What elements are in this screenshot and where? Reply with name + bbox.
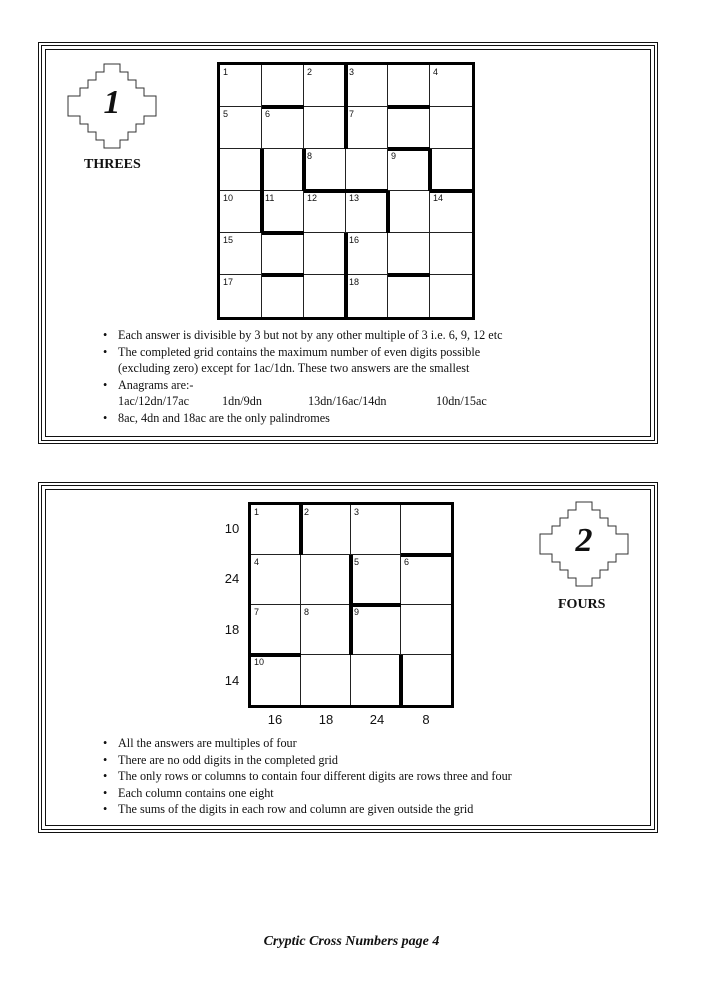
thick-bar <box>399 655 403 705</box>
grid-cell <box>388 233 430 275</box>
grid-cell <box>401 505 451 555</box>
row-sum: 18 <box>224 622 240 637</box>
page-footer: Cryptic Cross Numbers page 4 <box>263 934 440 949</box>
grid-cell <box>262 233 304 275</box>
clue-number: 9 <box>391 151 397 161</box>
clue-number: 8 <box>307 151 313 161</box>
grid-cell <box>388 275 430 317</box>
thick-bar <box>430 189 472 193</box>
grid-cell <box>346 149 388 191</box>
clue-number: 9 <box>354 607 360 617</box>
row-sum: 14 <box>224 673 240 688</box>
puzzle-2-badge <box>538 500 630 588</box>
grid-cell <box>262 149 304 191</box>
puzzle-2-rules <box>100 735 640 818</box>
grid-cell <box>220 149 262 191</box>
thick-bar <box>344 233 348 317</box>
thick-bar <box>260 149 264 233</box>
thick-bar <box>262 231 304 235</box>
clue-number: 10 <box>254 657 265 667</box>
clue-number: 7 <box>349 109 355 119</box>
thick-bar <box>386 191 390 233</box>
row-sum: 24 <box>224 571 240 586</box>
clue-number: 5 <box>354 557 360 567</box>
thick-bar <box>262 273 304 277</box>
grid-cell <box>430 149 472 191</box>
clue-number: 4 <box>433 67 439 77</box>
thick-bar <box>388 105 430 109</box>
clue-number: 2 <box>307 67 313 77</box>
clue-number: 6 <box>404 557 410 567</box>
grid-cell <box>262 275 304 317</box>
puzzle-1-rules <box>100 327 640 426</box>
clue-number: 15 <box>223 235 234 245</box>
clue-number: 1 <box>223 67 229 77</box>
grid-cell <box>430 107 472 149</box>
clue-number: 4 <box>254 557 260 567</box>
thick-bar <box>251 653 301 657</box>
grid-cell <box>430 233 472 275</box>
thick-bar <box>299 505 303 555</box>
crossnumber-grid <box>248 502 454 708</box>
grid-cell <box>304 233 346 275</box>
grid-cell <box>262 65 304 107</box>
puzzle-1-badge <box>66 62 158 150</box>
thick-bar <box>351 603 401 607</box>
rule-item: • The sums of the digits in each row and column are given outside the grid <box>100 801 640 818</box>
clue-number: 13 <box>349 193 360 203</box>
grid-cell <box>388 107 430 149</box>
rule-item: • There are no odd digits in the completed grid <box>100 752 640 769</box>
grid-cell <box>304 275 346 317</box>
clue-number: 11 <box>265 193 275 203</box>
thick-bar <box>388 147 430 151</box>
clue-number: 12 <box>307 193 318 203</box>
rule-item: • Each column contains one eight <box>100 785 640 802</box>
rule-item: • Anagrams are:- <box>100 377 640 394</box>
thick-bar <box>428 149 432 191</box>
column-sum: 8 <box>422 712 430 727</box>
rule-item: • The only rows or columns to contain four different digits are rows three and four <box>100 768 640 785</box>
rule-item: • Each answer is divisible by 3 but not by any other multiple of 3 i.e. 6, 9, 12 etc <box>100 327 640 344</box>
thick-bar <box>262 105 304 109</box>
column-sum: 18 <box>318 712 334 727</box>
puzzle-title: FOURS <box>558 597 606 612</box>
clue-number: 1 <box>254 507 260 517</box>
anagram-group: 1dn/9dn <box>222 394 262 408</box>
grid-cell <box>304 107 346 149</box>
thick-bar <box>401 553 451 557</box>
thick-bar <box>304 189 388 193</box>
clue-number: 3 <box>349 67 355 77</box>
rule-item-continued: (excluding zero) except for 1ac/1dn. These two answers are the smallest <box>118 361 470 375</box>
anagram-groups <box>100 393 640 410</box>
grid-cell <box>351 655 401 705</box>
clue-number: 18 <box>349 277 360 287</box>
grid-cell <box>388 191 430 233</box>
puzzle-number: 1 <box>103 84 121 121</box>
clue-number: 2 <box>304 507 310 517</box>
thick-bar <box>388 273 430 277</box>
puzzle-number: 2 <box>575 522 593 559</box>
thick-bar <box>302 149 306 191</box>
clue-number: 6 <box>265 109 271 119</box>
clue-number: 14 <box>433 193 444 203</box>
grid-cell <box>401 655 451 705</box>
puzzle-title: THREES <box>84 157 141 172</box>
rule-item: • 8ac, 4dn and 18ac are the only palindromes <box>100 410 640 427</box>
anagram-group: 10dn/15ac <box>436 394 487 408</box>
clue-number: 17 <box>223 277 234 287</box>
grid-cell <box>301 555 351 605</box>
anagram-group: 13dn/16ac/14dn <box>308 394 387 408</box>
grid-cell <box>401 605 451 655</box>
column-sum: 24 <box>369 712 385 727</box>
row-sum: 10 <box>224 521 240 536</box>
clue-number: 7 <box>254 607 260 617</box>
grid-cell <box>388 65 430 107</box>
clue-number: 8 <box>304 607 310 617</box>
column-sum: 16 <box>267 712 283 727</box>
thick-bar <box>344 65 348 149</box>
clue-number: 16 <box>349 235 360 245</box>
clue-number: 5 <box>223 109 229 119</box>
rule-item: • The completed grid contains the maximum number of even digits possible <box>100 344 640 361</box>
grid-cell <box>301 655 351 705</box>
rule-item: • All the answers are multiples of four <box>100 735 640 752</box>
grid-cell <box>430 275 472 317</box>
clue-number: 3 <box>354 507 360 517</box>
clue-number: 10 <box>223 193 234 203</box>
crossnumber-grid <box>217 62 475 320</box>
anagram-group: 1ac/12dn/17ac <box>118 394 190 408</box>
